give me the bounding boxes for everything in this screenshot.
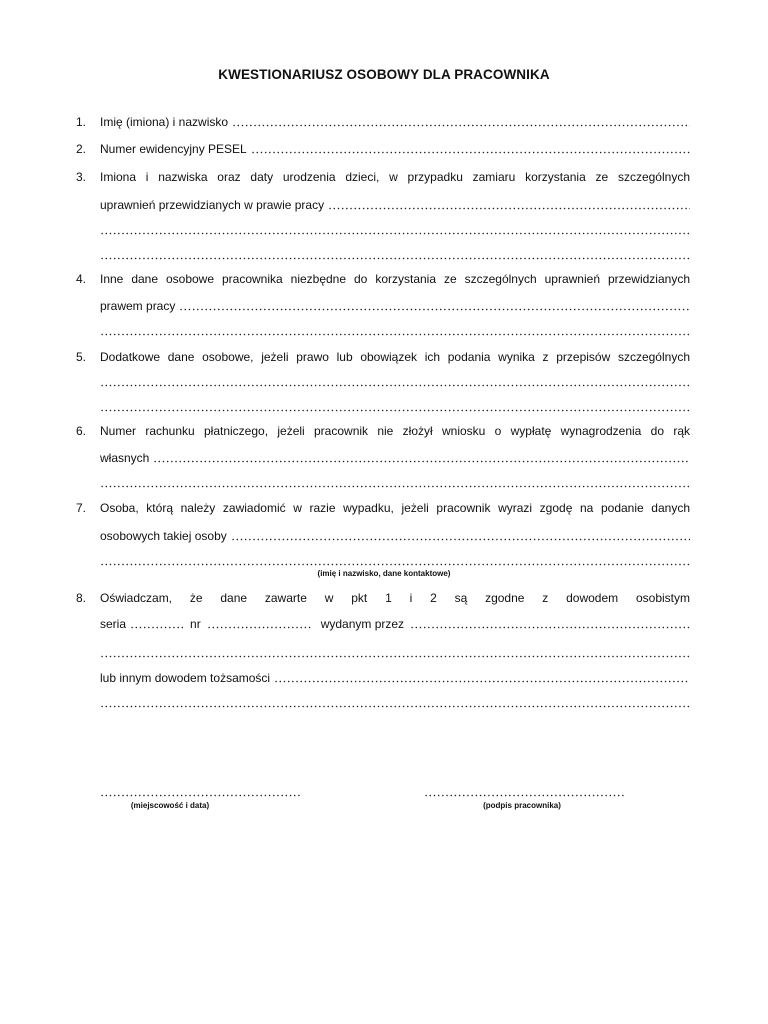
blank-dotted-line: [100, 552, 690, 568]
item-7-line-2: [100, 527, 690, 543]
fill-dots: [179, 308, 690, 311]
item-7-text-line-2: osobowych takiej osoby: [100, 529, 227, 543]
item-5-text-line-1: Dodatkowe dane osobowe, jeżeli prawo lub obowiązek ich podania wynika z przepisów szczególnych: [100, 350, 690, 364]
fill-dots: [410, 626, 690, 629]
item-number: 6.: [76, 424, 87, 438]
other-id-label: lub innym dowodem tożsamości: [100, 671, 271, 685]
item-4-text-line-1: Inne dane osobowe pracownika niezbędne do korzystania ze szczególnych uprawnień przewidzianych: [100, 272, 690, 286]
blank-dotted-line: [100, 322, 690, 338]
wydanym-label: wydanym przez: [320, 617, 405, 631]
item-3-text-line-1: Imiona i nazwiska oraz daty urodzenia dzieci, w przypadku zamiaru korzystania ze szczególnych: [100, 170, 690, 184]
fill-dots: [100, 232, 690, 235]
fill-dots: [328, 207, 690, 210]
item-number: 1.: [76, 115, 87, 129]
item-8-id-line: [100, 615, 690, 631]
fill-dots: [251, 151, 690, 154]
item-number: 7.: [76, 501, 87, 515]
item-3-line-2: [100, 196, 690, 212]
item-2-line: [100, 140, 690, 156]
item-1-line: [100, 113, 690, 129]
blank-dotted-line: [100, 246, 690, 262]
fill-dots: [153, 460, 690, 463]
place-date-caption: (miejscowość i data): [130, 801, 210, 810]
item-number: 3.: [76, 170, 87, 184]
fill-dots: [100, 705, 690, 708]
fill-dots: [100, 257, 690, 260]
item-8-other-id-line: [100, 669, 690, 685]
blank-dotted-line: [100, 398, 690, 414]
fill-dots: [231, 538, 690, 541]
item-7-text-line-1: Osoba, którą należy zawiadomić w razie wypadku, jeżeli pracownik wyrazi zgodę na podanie danych: [100, 501, 690, 515]
item-number: 5.: [76, 350, 87, 364]
document-title: KWESTIONARIUSZ OSOBOWY DLA PRACOWNIKA: [218, 67, 550, 82]
fill-dots: [100, 563, 690, 566]
contact-caption: (imię i nazwisko, dane kontaktowe): [317, 569, 451, 578]
fill-dots: [100, 655, 690, 658]
item-3-text-line-2: uprawnień przewidzianych w prawie pracy: [100, 198, 325, 212]
fill-dots: [100, 409, 690, 412]
fill-dots: [100, 384, 690, 387]
item-number: 4.: [76, 272, 87, 286]
signature-dots: [424, 794, 626, 797]
blank-dotted-line: [100, 474, 690, 490]
item-8-text-line-1: Oświadczam, że dane zawarte w pkt 1 i 2 są zgodne z dowodem osobistym: [100, 591, 690, 605]
item-1-label: Imię (imiona) i nazwisko: [100, 115, 229, 129]
item-6-line-2: [100, 449, 690, 465]
item-4-line-2: [100, 297, 690, 313]
blank-dotted-line: [100, 644, 690, 660]
nr-label: nr: [190, 617, 201, 631]
seria-label: seria: [100, 617, 127, 631]
blank-dotted-line: [100, 221, 690, 237]
fill-dots: [100, 485, 690, 488]
item-number: 2.: [76, 142, 87, 156]
fill-dots: [100, 333, 690, 336]
item-4-text-line-2: prawem pracy: [100, 299, 176, 313]
item-number: 8.: [76, 591, 87, 605]
place-date-dots: [100, 794, 302, 797]
item-2-label: Numer ewidencyjny PESEL: [100, 142, 247, 156]
blank-dotted-line: [100, 694, 690, 710]
seria-dots: [130, 626, 184, 629]
signature-caption: (podpis pracownika): [483, 801, 561, 810]
nr-dots: [207, 626, 311, 629]
fill-dots: [274, 680, 690, 683]
blank-dotted-line: [100, 373, 690, 389]
item-6-text-line-2: własnych: [100, 451, 150, 465]
item-6-text-line-1: Numer rachunku płatniczego, jeżeli pracownik nie złożył wniosku o wypłatę wynagrodzenia do rąk: [100, 424, 690, 438]
fill-dots: [232, 124, 690, 127]
